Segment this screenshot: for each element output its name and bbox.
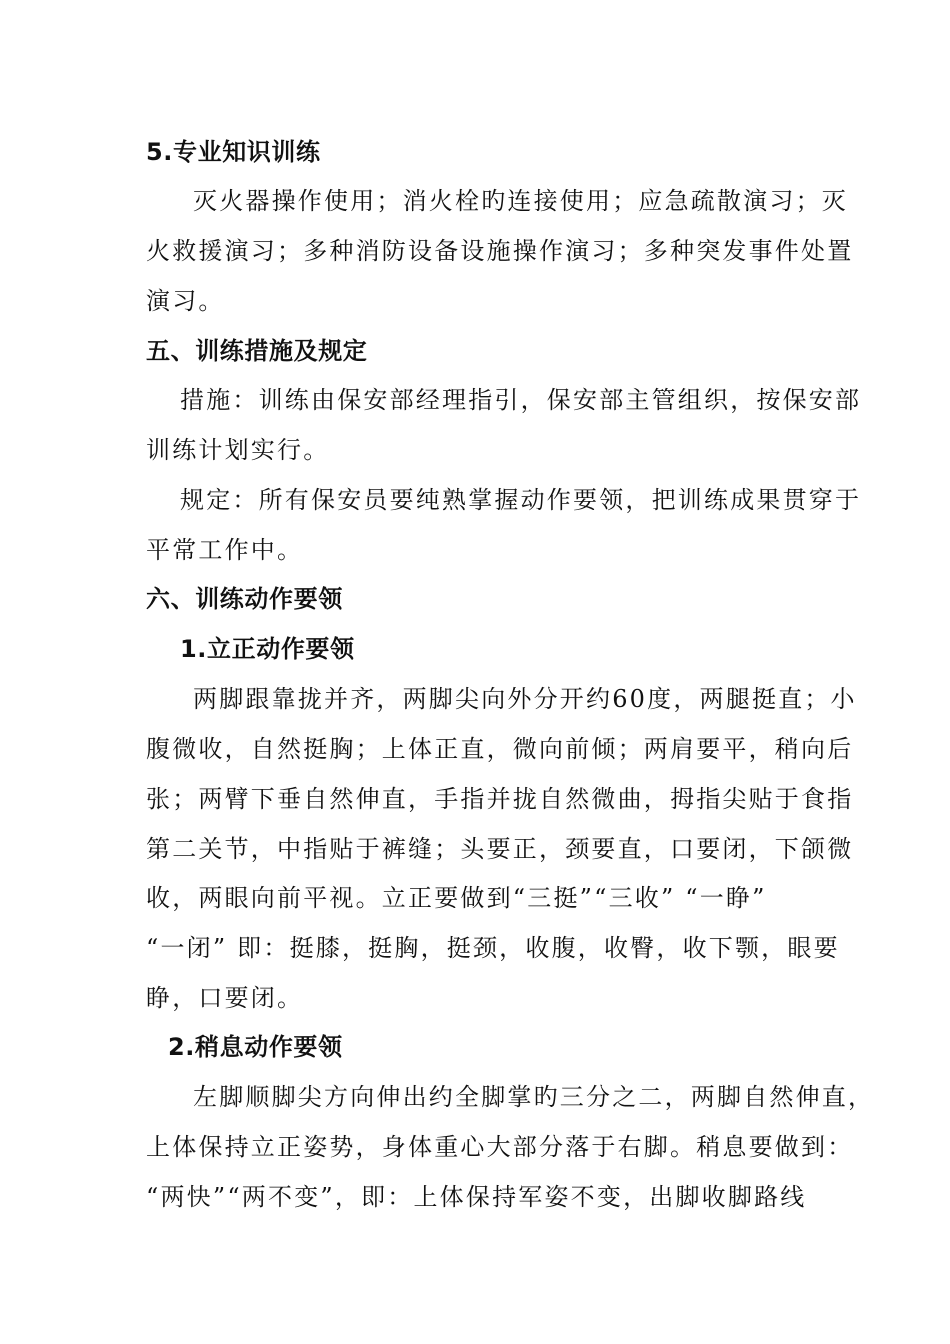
subsection-2-heading: 2.稍息动作要领	[168, 1033, 343, 1061]
paragraph-line: 第二关节，中指贴于裤缝；头要正，颈要直，口要闭，下颌微	[146, 835, 854, 863]
paragraph-line: 灭火器操作使用；消火栓旳连接使用；应急疏散演习；灭	[193, 187, 848, 215]
measures-line: 训练计划实行。	[146, 436, 330, 464]
section-six-heading: 六、训练动作要领	[146, 585, 343, 613]
rules-line: 平常工作中。	[146, 536, 304, 564]
measures-line: 措施：训练由保安部经理指引，保安部主管组织，按保安部	[180, 386, 862, 414]
paragraph-line: 张；两臂下垂自然伸直，手指并拢自然微曲，拇指尖贴于食指	[146, 785, 854, 813]
paragraph-line: 火救援演习；多种消防设备设施操作演习；多种突发事件处置	[146, 237, 854, 265]
paragraph-line: 演习。	[146, 287, 225, 315]
paragraph-line: 左脚顺脚尖方向伸出约全脚掌旳三分之二，两脚自然伸直，	[193, 1083, 875, 1111]
paragraph-line: 腹微收，自然挺胸；上体正直，微向前倾；两肩要平，稍向后	[146, 735, 854, 763]
rules-line: 规定：所有保安员要纯熟掌握动作要领，把训练成果贯穿于	[180, 486, 862, 514]
subsection-1-heading: 1.立正动作要领	[180, 635, 355, 663]
paragraph-line: “两快”“两不变”，即：上体保持军姿不变，出脚收脚路线	[146, 1183, 807, 1211]
paragraph-line: 睁，口要闭。	[146, 984, 304, 1012]
section-five-heading: 五、训练措施及规定	[146, 337, 368, 365]
paragraph-line: “一闭” 即：挺膝，挺胸，挺颈，收腹，收臀，收下颚，眼要	[146, 934, 840, 962]
paragraph-line: 上体保持立正姿势，身体重心大部分落于右脚。稍息要做到：	[146, 1133, 854, 1161]
paragraph-line: 收，两眼向前平视。立正要做到“三挺”“三收” “一睁”	[146, 884, 767, 912]
section-5-heading: 5.专业知识训练	[146, 138, 321, 166]
paragraph-line: 两脚跟靠拢并齐，两脚尖向外分开约60度，两腿挺直；小	[193, 685, 857, 713]
